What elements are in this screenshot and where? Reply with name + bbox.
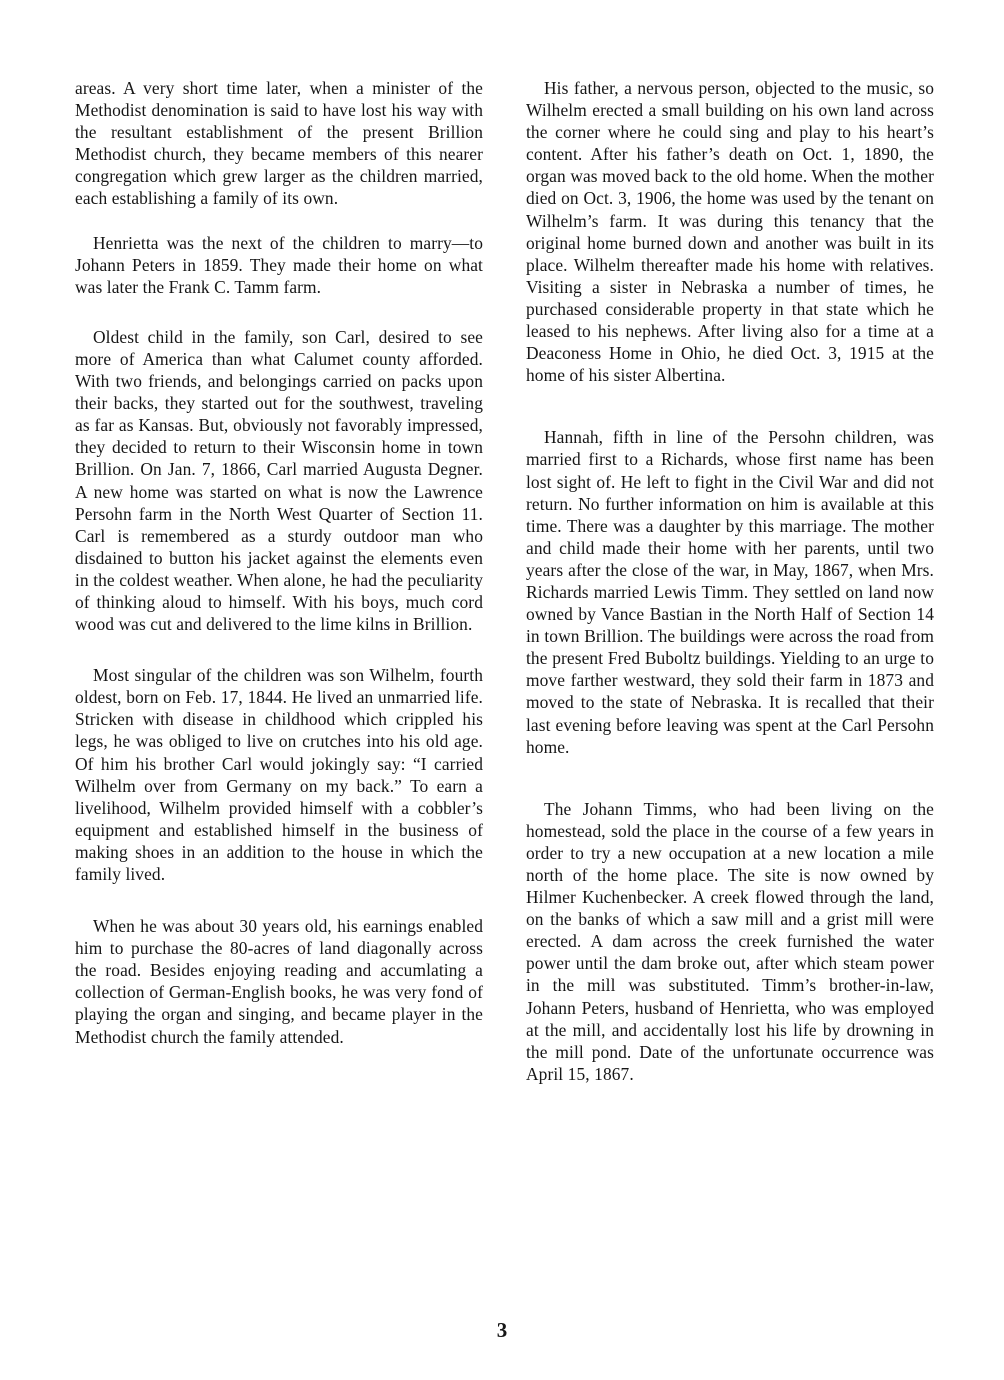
paragraph-wilhelm-earnings: When he was about 30 years old, his earnings enabled him to purchase the 80-acres of land diagonally across the road. Besides enjoying reading and accumlating a collection of German-English books, he was very fond of playing the organ and singing, and became player in the Methodist church the family attended. [75,916,483,1047]
paragraph-carl: Oldest child in the family, son Carl, desired to see more of America than what Calumet county afforded. With two friends, and belongings carried on packs upon their backs, they started out for the southwest, traveling as far as Kansas. But, obviously not favorably impressed, they decided to return to their Wisconsin home in town Brillion. On Jan. 7, 1866, Carl married Augusta Degner. A new home was started on what is now the Lawrence Persohn farm in the North West Quarter of Section 11. Carl is remembered as a sturdy outdoor man who disdained to button his jacket against the elements even in the coldest weather. When alone, he had the peculiarity of thinking aloud to himself. With his boys, much cord wood was cut and delivered to the lime kilns in Brillion. [75,326,483,635]
page-number: 3 [496,1318,508,1342]
paragraph-methodist-church: areas. A very short time later, when a minister of the Methodist denomination is said to have lost his way with the resultant establishment of the present Brillion Methodist church, they became members of this nearer congregation which grew larger as the children married, each establishing a family of its own. [75,78,483,209]
paragraph-wilhelm: Most singular of the children was son Wilhelm, fourth oldest, born on Feb. 17, 1844. He lived an unmarried life. Stricken with disease in childhood which crippled his legs, he was obliged to live on crutches into his old age. Of him his brother Carl would jokingly say: “I carried Wilhelm over from Germany on my back.” To earn a livelihood, Wilhelm provided himself with a cobbler’s equipment and established himself in the business of making shoes in an addition to the house in which the family lived. [75,665,483,884]
left-column [75,77,483,1048]
paragraph-hannah: Hannah, fifth in line of the Persohn children, was married first to a Richards, whose first name has been lost sight of. He left to fight in the Civil War and did not return. No further information on him is available at this time. There was a daughter by this marriage. The mother and child made their home with her parents, until two years after the close of the war, in May, 1867, when Mrs. Richards married Lewis Timm. They settled on land now owned by Vance Bastian in the North Half of Section 14 in town Brillion. The buildings were across the road from the present Fred Buboltz buildings. Yielding to an urge to move farther westward, they sold their farm in 1873 and moved to the state of Nebraska. It is recalled that their last evening before leaving was spent at the Carl Persohn home. [526,427,934,757]
paragraph-wilhelm-father: His father, a nervous person, objected to the music, so Wilhelm erected a small building on his own land across the corner where he could sing and play to his heart’s content. After his father’s death on Oct. 1, 1890, the organ was moved back to the old home. When the mother died on Oct. 3, 1906, the home was used by the tenant on Wilhelm’s farm. It was during this tenancy that the original home burned down and another was built in its place. Wilhelm thereafter made his home with relatives. Visiting a sister in Nebraska a number of times, he purchased considerable property in that state which he leased to his nephews. After living also for a time at a Deaconess Home in Ohio, he died Oct. 3, 1915 at the home of his sister Albertina. [526,78,934,386]
right-column [526,77,934,1085]
paragraph-henrietta: Henrietta was the next of the children to marry—to Johann Peters in 1859. They made their home on what was later the Frank C. Tamm farm. [75,232,483,297]
paragraph-johann-timms: The Johann Timms, who had been living on the homestead, sold the place in the course of a few years in order to try a new occupation at a new location a mile north of the home place. The site is now owned by Hilmer Kuchenbecker. A creek flowed through the land, on the banks of which a saw mill and a grist mill were erected. A dam across the creek furnished the water power until the dam broke out, after which steam power in the mill was substituted. Timm’s brother-in-law, Johann Peters, husband of Henrietta, who was employed at the mill, and accidentally lost his life by drowning in the mill pond. Date of the unfortunate occurrence was April 15, 1867. [526,798,934,1084]
